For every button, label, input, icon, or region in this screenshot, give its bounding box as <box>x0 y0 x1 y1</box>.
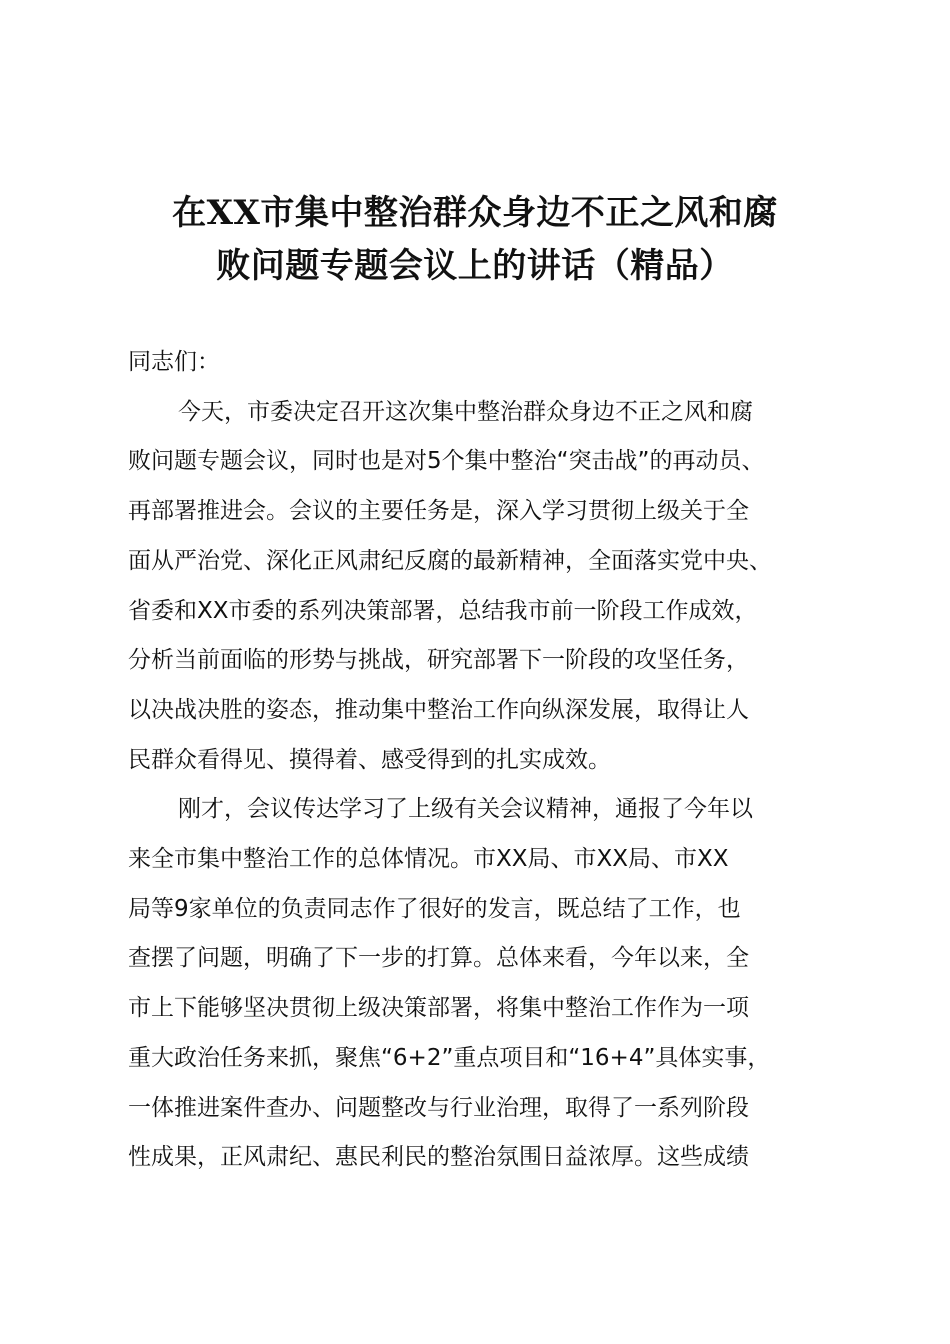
paragraph-line: 局等9家单位的负责同志作了很好的发言，既总结了工作，也 <box>128 895 741 922</box>
paragraph-line: 分析当前面临的形势与挑战，研究部署下一阶段的攻坚任务， <box>128 647 749 674</box>
title-line-2: 败问题专题会议上的讲话（精品） <box>216 246 734 286</box>
paragraph-line: 面从严治党、深化正风肃纪反腐的最新精神，全面落实党中央、 <box>128 547 772 574</box>
paragraph-line: 查摆了问题，明确了下一步的打算。总体来看，今年以来，全 <box>128 945 749 972</box>
paragraph-line: 省委和XX市委的系列决策部署，总结我市前一阶段工作成效， <box>128 597 758 624</box>
paragraph-line: 今天，市委决定召开这次集中整治群众身边不正之风和腐 <box>178 398 753 425</box>
paragraph-line: 刚才，会议传达学习了上级有关会议精神，通报了今年以 <box>178 796 753 823</box>
paragraph-line: 重大政治任务来抓，聚焦“6+2”重点项目和“16+4”具体实事， <box>128 1044 771 1071</box>
paragraph-2 <box>128 785 828 1183</box>
paragraph-line: 民群众看得见、摸得着、感受得到的扎实成效。 <box>128 746 611 773</box>
paragraph-line: 一体推进案件查办、问题整改与行业治理，取得了一系列阶段 <box>128 1094 749 1121</box>
title-line-1: 在XX市集中整治群众身边不正之风和腐 <box>172 193 778 233</box>
paragraph-line: 性成果，正风肃纪、惠民利民的整治氛围日益浓厚。这些成绩 <box>128 1144 749 1171</box>
paragraph-line: 市上下能够坚决贯彻上级决策部署，将集中整治工作作为一项 <box>128 995 749 1022</box>
document-body <box>128 338 828 1183</box>
paragraph-line: 败问题专题会议，同时也是对5个集中整治“突击战”的再动员、 <box>128 448 765 475</box>
paragraph-line: 再部署推进会。会议的主要任务是，深入学习贯彻上级关于全 <box>128 498 749 525</box>
salutation: 同志们： <box>128 349 220 375</box>
paragraph-1 <box>128 388 828 786</box>
document-title <box>120 187 830 293</box>
paragraph-line: 来全市集中整治工作的总体情况。市XX局、市XX局、市XX <box>128 846 729 873</box>
paragraph-line: 以决战决胜的姿态，推动集中整治工作向纵深发展，取得让人 <box>128 696 749 723</box>
